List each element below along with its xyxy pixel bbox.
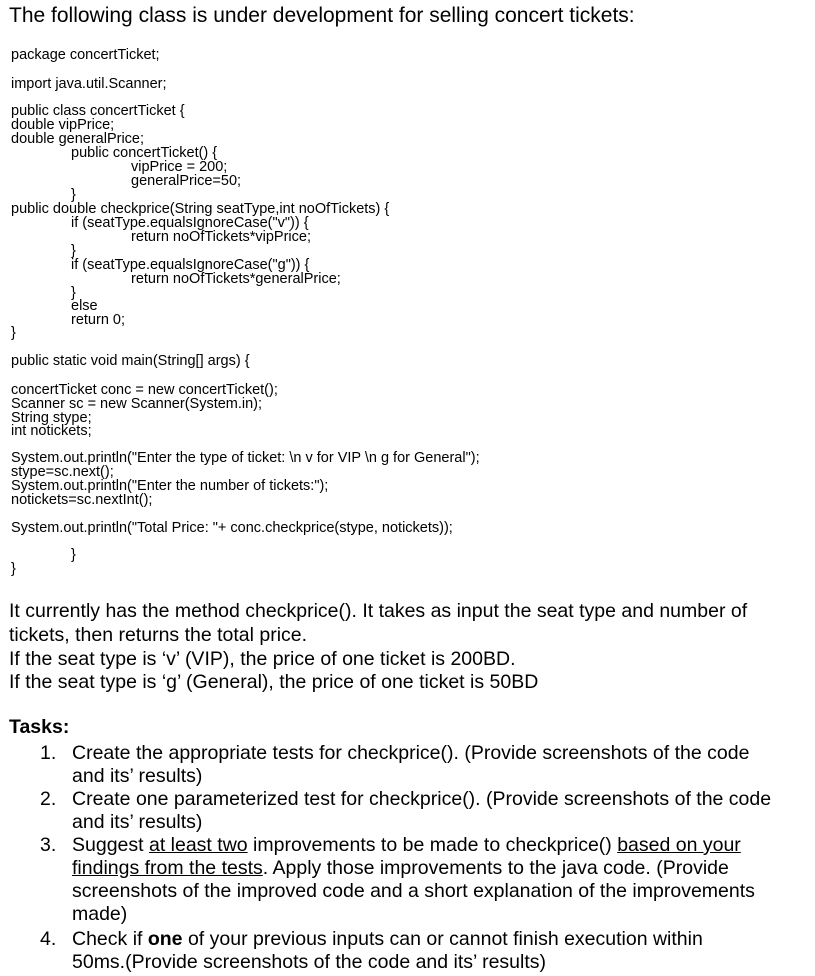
task-text: and its’ results) bbox=[72, 811, 203, 833]
code-line: double generalPrice; bbox=[11, 131, 145, 147]
code-line: Scanner sc = new Scanner(System.in); bbox=[11, 396, 263, 412]
task-number: 2. bbox=[40, 788, 57, 810]
code-line: if (seatType.equalsIgnoreCase("v")) { bbox=[71, 215, 309, 231]
description-line: tickets, then returns the total price. bbox=[9, 624, 308, 646]
task-text-part: of your previous inputs can or cannot finish execution within bbox=[182, 928, 703, 950]
code-line: public double checkprice(String seatType,int noOfTickets) { bbox=[11, 201, 390, 217]
code-line: } bbox=[71, 547, 76, 563]
task-text: Create the appropriate tests for checkprice(). (Provide screenshots of the code bbox=[72, 742, 750, 764]
code-line: import java.util.Scanner; bbox=[11, 76, 167, 92]
task-number: 4. bbox=[40, 928, 57, 950]
code-line: vipPrice = 200; bbox=[131, 159, 228, 175]
task-text: screenshots of the improved code and a short explanation of the improvements bbox=[72, 880, 755, 902]
code-line: } bbox=[71, 285, 76, 301]
task-text: and its’ results) bbox=[72, 765, 203, 787]
code-line: public static void main(String[] args) { bbox=[11, 353, 250, 369]
code-line: notickets=sc.nextInt(); bbox=[11, 492, 153, 508]
code-line: int notickets; bbox=[11, 423, 92, 439]
code-line: System.out.println("Enter the type of ticket: \n v for VIP \n g for General"); bbox=[11, 450, 480, 466]
emphasis-underline: based on your bbox=[617, 834, 741, 856]
code-line: if (seatType.equalsIgnoreCase("g")) { bbox=[71, 257, 310, 273]
code-line: public concertTicket() { bbox=[71, 145, 218, 161]
description-line: If the seat type is ‘g’ (General), the price of one ticket is 50BD bbox=[9, 671, 539, 693]
emphasis-underline: at least two bbox=[148, 834, 248, 856]
task-text bbox=[72, 928, 703, 951]
code-line: String stype; bbox=[11, 410, 92, 426]
task-text-part: Check if bbox=[72, 928, 148, 950]
intro-text: The following class is under development for selling concert tickets: bbox=[9, 4, 635, 27]
code-line: } bbox=[71, 243, 76, 259]
task-text: 50ms.(Provide screenshots of the code and its’ results) bbox=[72, 951, 546, 973]
code-line: package concertTicket; bbox=[11, 47, 160, 63]
description-line: If the seat type is ‘v’ (VIP), the price of one ticket is 200BD. bbox=[9, 648, 516, 670]
task-text bbox=[72, 834, 741, 857]
task-text-part: improvements to be made to checkprice() bbox=[247, 834, 618, 856]
code-line: return noOfTickets*generalPrice; bbox=[131, 271, 341, 287]
code-line: } bbox=[11, 325, 16, 341]
tasks-heading: Tasks: bbox=[9, 716, 70, 738]
code-line: stype=sc.next(); bbox=[11, 464, 114, 480]
code-line: generalPrice=50; bbox=[131, 173, 242, 189]
code-line: System.out.println("Enter the number of tickets:"); bbox=[11, 478, 329, 494]
task-number: 3. bbox=[40, 834, 57, 856]
task-text-part: Suggest bbox=[72, 834, 149, 856]
task-number: 1. bbox=[40, 742, 57, 764]
code-line: return 0; bbox=[71, 312, 125, 328]
emphasis-bold: one bbox=[147, 928, 183, 950]
code-line: } bbox=[11, 561, 16, 577]
code-line: concertTicket conc = new concertTicket(); bbox=[11, 382, 278, 398]
task-text: Create one parameterized test for checkprice(). (Provide screenshots of the code bbox=[72, 788, 772, 810]
task-text-part: . Apply those improvements to the java code. (Provide bbox=[262, 857, 729, 879]
description-line: It currently has the method checkprice(). It takes as input the seat type and number of bbox=[9, 600, 748, 622]
task-text bbox=[72, 857, 729, 880]
task-text: made) bbox=[72, 903, 128, 925]
code-line: double vipPrice; bbox=[11, 117, 115, 133]
code-line: public class concertTicket { bbox=[11, 103, 185, 119]
code-line: else bbox=[71, 298, 98, 314]
emphasis-underline: findings from the tests bbox=[72, 857, 263, 879]
code-line: } bbox=[71, 187, 76, 203]
code-line: return noOfTickets*vipPrice; bbox=[131, 229, 311, 245]
code-line: System.out.println("Total Price: "+ conc.checkprice(stype, notickets)); bbox=[11, 520, 453, 536]
